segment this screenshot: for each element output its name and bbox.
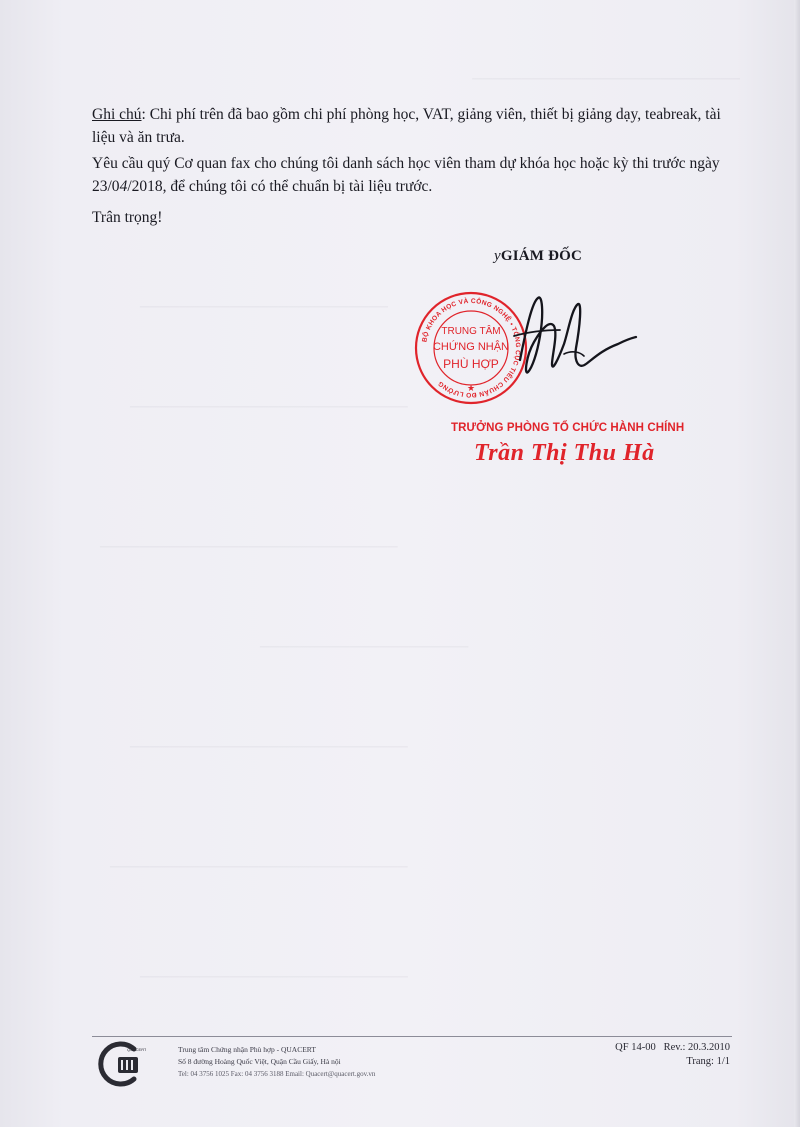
seal-line-3: PHÙ HỢP: [443, 357, 499, 371]
handwritten-signature: [468, 290, 638, 386]
closing-line: Trân trọng!: [92, 209, 163, 226]
footer-contact: Tel: 04 3756 1025 Fax: 04 3756 3188 Email: Quacert@quacert.gov.vn: [178, 1070, 376, 1078]
department-title: TRƯỞNG PHÒNG TỔ CHỨC HÀNH CHÍNH: [451, 422, 685, 434]
bleed-through-text: ─────────────────────────: [140, 300, 388, 315]
note-text: : Chi phí trên đã bao gồm chi phí phòng học, VAT, giảng viên, thiết bị giảng dạy, teabreak, tài liệu và ăn trưa.: [92, 106, 721, 146]
handwritten-month-digit: 4: [119, 178, 128, 195]
seal-line-1: TRUNG TÂM: [441, 326, 501, 337]
form-code: QF 14-00: [615, 1042, 656, 1053]
bleed-through-text: ──────────────────────────────: [110, 860, 408, 875]
bleed-through-text: ────────────────────────────: [130, 400, 408, 415]
logo-text: QUACERT: [127, 1047, 146, 1052]
seal-star-icon: ★: [466, 383, 476, 393]
request-text: Yêu cầu quý Cơ quan fax cho chúng tôi danh sách học viên tham dự khóa học hoặc kỳ thi trước ngày 23/0: [92, 155, 720, 195]
footer-page-number: Trang: 1/1: [686, 1056, 730, 1067]
note-label: Ghi chú: [92, 106, 142, 123]
bleed-through-text: ───────────────────────────: [140, 970, 408, 985]
bleed-through-text: ─────────────────────: [260, 640, 469, 655]
form-revision: Rev.: 20.3.2010: [663, 1042, 730, 1053]
seal-line-2: CHỨNG NHẬN: [432, 341, 510, 353]
bleed-through-text: ───────────────────────────: [472, 72, 740, 87]
request-paragraph: [92, 152, 732, 198]
page-edge-shadow: [794, 0, 800, 1127]
signer-name: Trần Thị Thu Hà: [474, 440, 655, 466]
quacert-logo-icon: [98, 1040, 146, 1088]
footer-divider: [92, 1036, 732, 1037]
signing-prefix: y: [494, 248, 501, 264]
bleed-through-text: ──────────────────────────────: [100, 540, 398, 555]
footer-organization: [178, 1044, 375, 1080]
director-title-text: GIÁM ĐỐC: [500, 248, 583, 264]
footer-org-name: Trung tâm Chứng nhận Phù hợp - QUACERT: [178, 1045, 316, 1054]
footer-form-info: [582, 1041, 730, 1069]
letter-body: [92, 103, 732, 229]
seal-ring-text: BỘ KHOA HỌC VÀ CÔNG NGHỆ • TỔNG CỤC TIÊU CHUẨN ĐO LƯỜNG: [421, 297, 522, 399]
note-paragraph: [92, 103, 732, 149]
request-text-end: /2018, để chúng tôi có thể chuẩn bị tài liệu trước.: [127, 178, 433, 195]
bleed-through-text: ────────────────────────────: [130, 740, 408, 755]
director-title: [494, 248, 582, 265]
footer-address: Số 8 đường Hoàng Quốc Việt, Quận Cầu Giấy, Hà nội: [178, 1057, 341, 1066]
footer-form-row: [582, 1041, 730, 1055]
